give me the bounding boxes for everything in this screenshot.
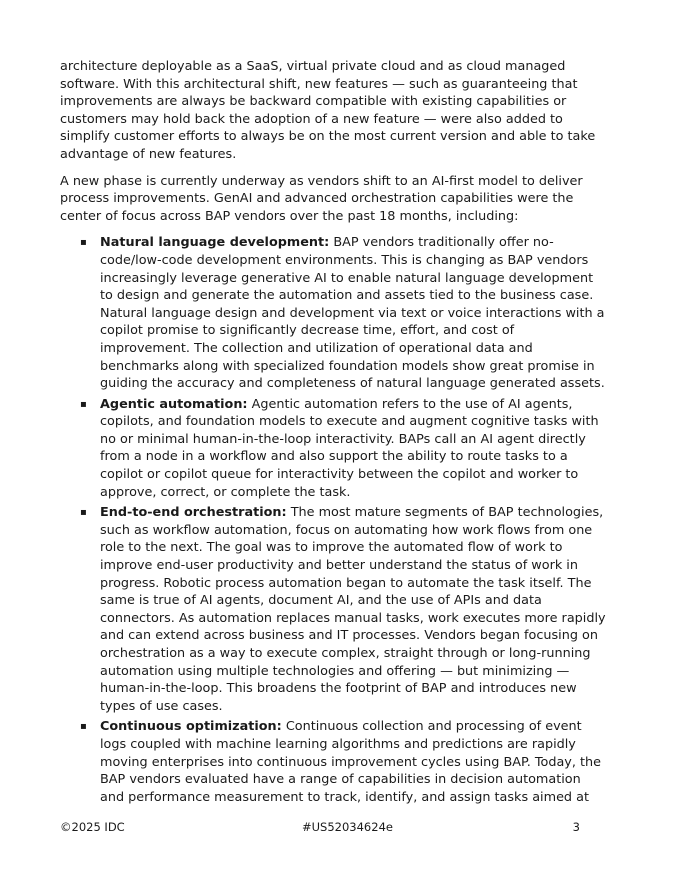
square-bullet-icon: ▪	[80, 507, 87, 519]
document-body	[60, 58, 606, 809]
paragraph: A new phase is currently underway as vendors shift to an AI-first model to deliver process improvements. GenAI and advanced orchestration capabilities were the center of focus across BAP vendors over the past 18 months, including:	[60, 173, 583, 224]
bullet-item	[60, 396, 606, 502]
bullet-text: Continuous collection and processing of event logs coupled with machine learning algorithms and predictions are rapidly moving enterprises into continuous improvement cycles using BAP. Today, the BAP vendors evaluated have a range of capabilities in decision automation and performance measurement to track, identify, and assign tasks aimed at	[100, 719, 602, 805]
bullet-text: Agentic automation refers to the use of AI agents, copilots, and foundation models to execute and augment cognitive tasks with no or minimal human-in-the-loop interactivity. BAPs call an AI agent directly from a node in a workflow and also support the ability to route tasks to a copilot or copilot queue for interactivity between the copilot and worker to approve, correct, or complete the task.	[100, 396, 599, 500]
bullet-term: End-to-end orchestration:	[100, 505, 287, 521]
square-bullet-icon: ▪	[80, 721, 87, 733]
footer-document-id: #US52034624e	[302, 820, 393, 834]
bullet-item	[60, 234, 606, 392]
bullet-item	[60, 504, 606, 715]
bullet-term: Continuous optimization:	[100, 719, 282, 735]
footer-copyright: ©2025 IDC	[60, 820, 125, 834]
bullet-text: BAP vendors traditionally offer no-code/low-code development environments. This is changing as BAP vendors increasingly leverage generative AI to enable natural language development to design and generate the automation and assets tied to the business case. Natural language design and development via text or voice interactions with a copilot promise to significantly decrease time, effort, and cost of improvement. The collection and utilization of operational data and benchmarks along with specialized foundation models show great promise in guiding the accuracy and completeness of natural language generated assets.	[100, 235, 605, 392]
footer-page-number: 3	[572, 820, 580, 834]
square-bullet-icon: ▪	[80, 398, 87, 410]
bullet-item	[60, 718, 606, 806]
paragraph: architecture deployable as a SaaS, virtual private cloud and as cloud managed software. With this architectural shift, new features — such as guaranteeing that improvements are always be backward compatible with existing capabilities or customers may hold back the adoption of a new feature — were also added to simplify customer efforts to always be on the most current version and able to take advantage of new features.	[60, 59, 596, 162]
bullet-term: Natural language development:	[100, 235, 330, 251]
bullet-list	[60, 234, 606, 806]
bullet-text: The most mature segments of BAP technologies, such as workflow automation, focus on automating how work flows from one role to the next. The goal was to improve the automated flow of work to improve end-user productivity and better understand the status of work in progress. Robotic process automation began to automate the task itself. The same is true of AI agents, document AI, and the use of APIs and data connectors. As automation replaces manual tasks, work executes more rapidly and can extend across business and IT processes. Vendors began focusing on orchestration as a way to execute complex, straight through or long-running automation using multiple technologies and offering — but minimizing — human-in-the-loop. This broadens the footprint of BAP and introduces new types of use cases.	[100, 505, 606, 714]
bullet-term: Agentic automation:	[100, 396, 248, 412]
square-bullet-icon: ▪	[80, 237, 87, 249]
